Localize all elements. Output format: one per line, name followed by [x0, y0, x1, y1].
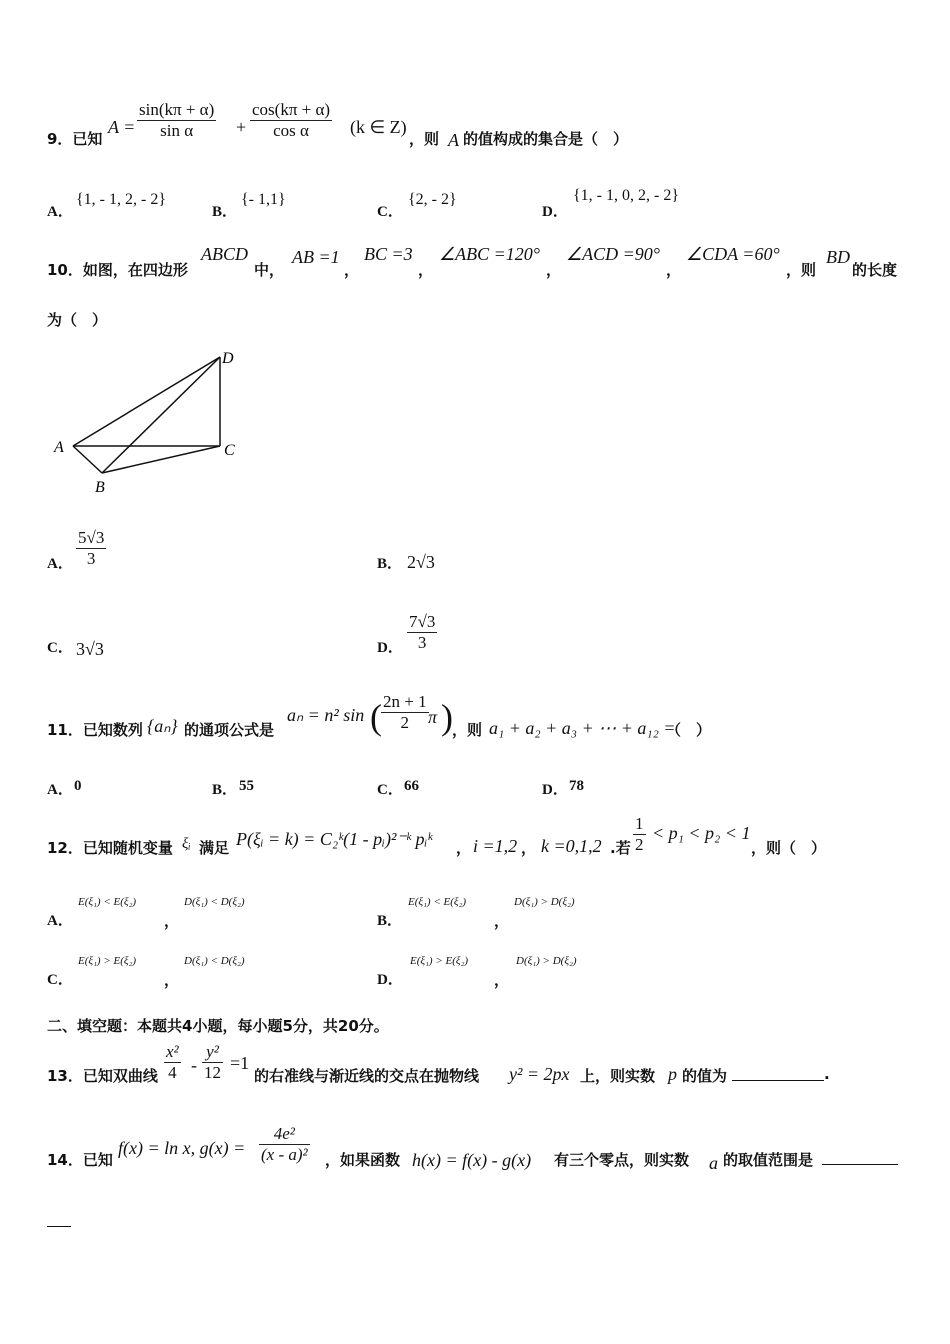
q10-option-c-text: 3√3: [76, 639, 104, 659]
q12-option-b-e: E(ξ₁) < E(ξ₂): [408, 896, 467, 908]
q9-frac1-den: sin α: [137, 120, 216, 141]
q12-option-c-e: E(ξ₁) > E(ξ₂): [78, 955, 137, 967]
q14-number: 14．已知: [47, 1151, 113, 1169]
q14-answer-blank[interactable]: [822, 1150, 898, 1165]
q12-tail: ，则（ ）: [751, 839, 827, 857]
q10-cond-cda: ∠CDA =60°: [686, 244, 780, 264]
q10-comma-3: ，: [546, 261, 562, 279]
q10-option-d-num: 7√3: [409, 612, 436, 631]
q10-then: ，则: [786, 261, 817, 279]
q10-option-b-label[interactable]: B．: [377, 556, 403, 572]
q14-tail1: 有三个零点，则实数: [554, 1151, 690, 1169]
q9-option-b-label[interactable]: B．: [212, 204, 238, 220]
q12-xi: ξᵢ: [182, 836, 191, 852]
q10-abcd: ABCD: [201, 244, 248, 264]
q12-option-a-e: E(ξ₁) < E(ξ₂): [78, 896, 137, 908]
q10-quadrilateral-figure: [40, 345, 250, 500]
q14-g-frac: [259, 1124, 310, 1165]
q9-option-c-label[interactable]: C．: [377, 204, 403, 220]
q12-option-a-sep: ，: [164, 912, 180, 930]
q12-i-cond: i =1,2: [473, 836, 518, 856]
q10-option-d-den: 3: [407, 632, 437, 653]
q12-option-d-sep: ，: [494, 971, 510, 989]
q10-option-a-label[interactable]: A．: [47, 556, 73, 572]
q9-then: ，则: [409, 130, 440, 148]
q14-tail2: 的取值范围是: [723, 1151, 814, 1169]
q10-number: 10．如图，在四边形: [47, 261, 188, 279]
q12-mid: 满足: [199, 839, 230, 857]
q14-h-def: h(x) = f(x) - g(x): [412, 1150, 532, 1170]
q12-option-b-sep: ，: [494, 912, 510, 930]
q9-number: 9．已知: [47, 130, 103, 148]
q11-option-a-label[interactable]: A．: [47, 782, 73, 798]
q13-tail1: 上，则实数: [580, 1067, 656, 1085]
q10-cond-abc: ∠ABC =120°: [439, 244, 540, 264]
q11-option-b-label[interactable]: B．: [212, 782, 238, 798]
q11-sequence: {aₙ}: [147, 716, 178, 736]
q11-mid: 的通项公式是: [184, 721, 275, 739]
q10-option-a-den: 3: [76, 548, 106, 569]
q11-option-c-label[interactable]: C．: [377, 782, 403, 798]
q13-tail2: 的值为: [682, 1067, 728, 1085]
q10-comma-1: ，: [344, 261, 360, 279]
q13-parabola: y² = 2px: [509, 1064, 570, 1084]
q9-option-a-label[interactable]: A．: [47, 204, 73, 220]
q9-option-d-text: {1, - 1, 0, 2, - 2}: [573, 187, 680, 204]
q12-option-c-sep: ，: [164, 971, 180, 989]
q13-y-num: y²: [206, 1042, 219, 1061]
q12-comma-2: ，: [521, 839, 537, 857]
edge-ab: [73, 446, 102, 473]
q9-option-d-label[interactable]: D．: [542, 204, 568, 220]
q9-condition: (k ∈ Z): [350, 117, 407, 137]
q12-ruo: .若: [610, 839, 631, 857]
q10-comma-4: ，: [666, 261, 682, 279]
q10-option-a-num: 5√3: [78, 528, 105, 547]
edge-bd: [102, 357, 220, 473]
q13-number: 13．已知双曲线: [47, 1067, 158, 1085]
q10-cond-bc: BC =3: [364, 244, 413, 264]
q10-zhong: 中，: [254, 261, 285, 279]
q12-number: 12．已知随机变量: [47, 839, 173, 857]
q13-x-num: x²: [166, 1042, 179, 1061]
q11-paren-open: (: [370, 697, 382, 737]
q11-pi: π: [428, 707, 438, 727]
q10-cond-acd: ∠ACD =90°: [566, 244, 660, 264]
q12-k-cond: k =0,1,2: [541, 836, 602, 856]
q10-comma-2: ，: [418, 261, 434, 279]
q12-half-num: 1: [635, 814, 644, 833]
q12-option-d-d: D(ξ₁) > D(ξ₂): [516, 955, 577, 967]
q13-eq1: =1: [230, 1053, 250, 1073]
q12-option-d-e: E(ξ₁) > E(ξ₂): [410, 955, 469, 967]
q12-option-b-d: D(ξ₁) > D(ξ₂): [514, 896, 575, 908]
vertex-label-c: C: [224, 442, 235, 459]
q14-answer-blank-continued[interactable]: [47, 1212, 71, 1227]
q12-option-d-label[interactable]: D．: [377, 972, 403, 988]
q11-frac-num: 2n + 1: [383, 692, 427, 711]
q10-option-d-label[interactable]: D．: [377, 640, 403, 656]
q11-sum: a₁ + a₂ + a₃ + ⋯ + a₁₂ =: [489, 718, 676, 738]
q13-answer-blank[interactable]: [732, 1066, 824, 1081]
q12-option-a-d: D(ξ₁) < D(ξ₂): [184, 896, 245, 908]
q12-option-a-label[interactable]: A．: [47, 913, 73, 929]
q13-y-frac: [202, 1042, 223, 1083]
q12-option-c-label[interactable]: C．: [47, 972, 73, 988]
q11-frac-den: 2: [381, 712, 429, 733]
q9-option-a-text: {1, - 1, 2, - 2}: [76, 191, 167, 208]
edge-bc: [102, 446, 220, 473]
q11-paren-close: ): [441, 697, 453, 737]
vertex-label-d: D: [222, 350, 234, 367]
q13-x-frac: [164, 1042, 181, 1083]
q13-period: .: [824, 1065, 830, 1083]
q11-then: ，则: [452, 721, 483, 739]
q13-y-den: 12: [204, 1063, 221, 1082]
q9-A-eq: A =: [108, 117, 136, 137]
q9-A-symbol: A: [448, 130, 459, 150]
q12-half-den: 2: [635, 835, 644, 854]
q12-formula: P(ξᵢ = k) = C₂ᵏ(1 - pᵢ)²⁻ᵏ pᵢᵏ: [236, 829, 433, 849]
q11-frac: [381, 692, 429, 733]
q10-option-c-label[interactable]: C．: [47, 640, 73, 656]
q10-bd: BD: [826, 247, 850, 267]
q14-f-def: f(x) = ln x, g(x) =: [118, 1138, 246, 1158]
q10-cond-ab: AB =1: [292, 247, 340, 267]
vertex-label-b: B: [95, 479, 105, 496]
section-2-heading: 二、填空题：本题共4小题，每小题5分，共20分。: [47, 1017, 389, 1035]
q10-option-d-frac: [407, 612, 437, 653]
q14-g-num: 4e²: [273, 1124, 295, 1143]
q9-option-c-text: {2, - 2}: [408, 191, 457, 208]
q13-p: p: [668, 1064, 677, 1084]
q9-frac1-num: sin(kπ + α): [139, 100, 215, 119]
q9-option-b-text: {- 1,1}: [241, 191, 286, 208]
edge-ad: [73, 357, 220, 446]
q11-number: 11．已知数列: [47, 721, 143, 739]
vertex-label-a: A: [54, 439, 64, 456]
q11-option-d-text: 78: [569, 778, 584, 794]
q13-minus: -: [191, 1055, 197, 1075]
q10-option-a-frac: [76, 528, 106, 569]
q14-mid: ，如果函数: [325, 1151, 401, 1169]
q12-comma-1: ，: [456, 839, 472, 857]
q11-formula-left: aₙ = n² sin: [287, 705, 365, 725]
q9-frac2: [250, 100, 332, 141]
q11-option-c-text: 66: [404, 778, 419, 794]
q10-line2: 为（ ）: [47, 311, 108, 329]
q10-tail: 的长度: [852, 261, 898, 279]
q11-option-d-label[interactable]: D．: [542, 782, 568, 798]
q9-frac2-num: cos(kπ + α): [252, 100, 331, 119]
q13-x-den: 4: [164, 1062, 181, 1083]
q12-inequality: < p₁ < p₂ < 1: [652, 823, 751, 843]
q10-option-b-text: 2√3: [407, 552, 435, 572]
q11-tail: （ ）: [666, 721, 712, 739]
q12-option-c-d: D(ξ₁) < D(ξ₂): [184, 955, 245, 967]
q12-half: [633, 814, 646, 855]
q11-option-a-text: 0: [74, 778, 82, 794]
q14-g-den: (x - a)²: [261, 1145, 308, 1164]
q12-option-b-label[interactable]: B．: [377, 913, 403, 929]
q11-option-b-text: 55: [239, 778, 254, 794]
q13-mid: 的右准线与渐近线的交点在抛物线: [254, 1067, 480, 1085]
q9-plus: +: [236, 117, 247, 137]
q9-tail: 的值构成的集合是（ ）: [463, 130, 629, 148]
q14-a: a: [709, 1153, 718, 1173]
q9-frac2-den: cos α: [250, 120, 332, 141]
q9-frac1: [137, 100, 216, 141]
